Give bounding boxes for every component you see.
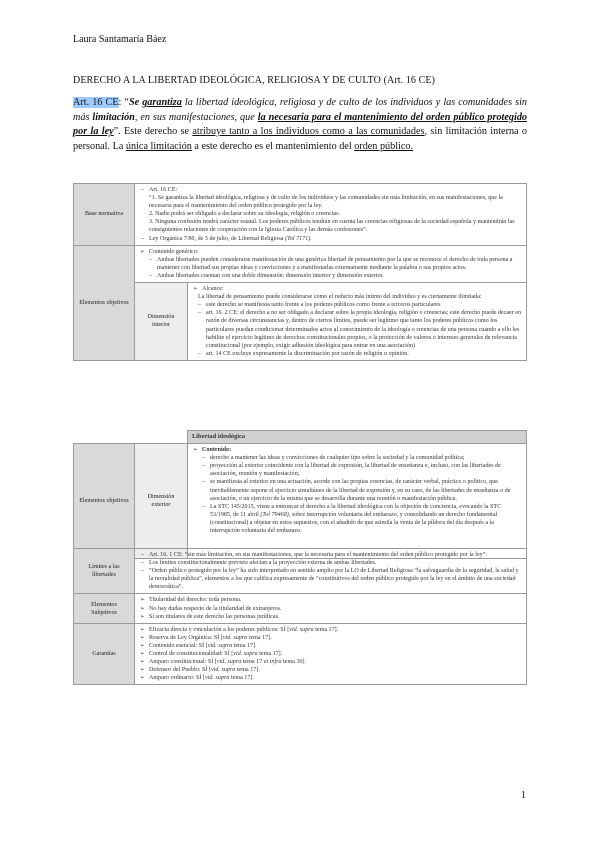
label-garantias: Garantías [74,623,135,685]
cell-contenido-generico: ➢ Contenido genérico: – Ambas libertades pueden considerarse manifestación de una genérica libertad de pensamiento por la que se reconoce el derecho de toda persona a mantener con libertad sus propias ideas y convicciones y a manifestarlas externamente mediante la palabra o sus propios actos. – Ambas libertades cuentan con una doble dimensión: dimensión interior y dimensión exterior. [135,245,527,282]
schema-table-1 [73,183,527,361]
label-elementos-objetivos-2: Elementos objetivos [74,444,135,559]
cell-base-normativa: – Art. 16 CE: “1. Se garantiza la libertad ideológica, religiosa y de culto de los individuos y las comunidades sin más limitación, en sus manifestaciones, que la necesaria para el mantenimiento del orden público protegido por la ley. 2. Nadie podrá ser obligado a declarar sobre su ideología, religión o creencias. 3. Ninguna confesión tendrá carácter estatal. Los poderes públicos tendrán en cuenta las creencias religiosas de la sociedad española y mantendrán las consiguientes relaciones de cooperación con la Iglesia Católica y las demás confesiones”. – Ley Orgánica 7/80, de 5 de julio, de Libertad Religiosa (Tol 7171). [135,184,527,246]
schema-table-3 [73,548,527,685]
label-base-normativa: Base normativa [74,184,135,246]
label-dimension-interior: Dimensión interior [135,283,188,361]
cell-limites: – Art. 16. 1 CE: “sin más limitación, en sus manifestaciones, que la necesaria para el mantenimiento del orden público protegido por la ley”: – Los límites constitucionalmente previsto afectan a la proyección externa de ambas libertades. – “Orden público protegido por la ley” ha sido interpretado en sentido amplio por la LO de Libertad Religiosa “la salvaguardia de la seguridad, la salud y la moralidad pública”, elementos a los que califica expresamente de “constitutivos del orden público protegido por la ley en el ámbito de una sociedad democrática”. [135,549,527,594]
cell-dimension-interior: ➢ Alcance: La libertad de pensamiento puede considerarse como el reducto más íntimo del individuo y es ciertamente ilimitada: – este derecho se manifiesta tanto frente a los poderes públicos como frente a terceros particulares – art. 16. 2 CE: el derecho a no ser obligado a declarar sobre la propia ideología, religión o creencias; este derecho puede decaer en razón de diversas circunstancias y, dentro de ciertos límites, puede ser legítimo que tanto los poderes públicos como los particulares puedan condicionar determinados actos al conocimiento de la ideología o creencias de una persona cuando a ello les habilite el ejercicio legítimo de derechos constitucionales propios, o la protección de valores o intereses generales de relevancia constitucional (por ejemplo, exigir adhesión ideológica para entrar en una asociación) – art. 14 CE excluye expresamente la discriminación por razón de religión u opinión. [188,283,527,361]
intro-paragraph: Art. 16 CE: “Se garantiza la libertad ideológica, religiosa y de culto de los individuos y las comunidades sin más limitación, en sus manifestaciones, que la necesaria para el mantenimiento del orden público protegido por la ley”. Este derecho se atribuye tanto a los individuos como a las comunidades, sin limitación interna o personal. La única limitación a este derecho es el mantenimiento del orden público. [73,97,528,152]
author-header: Laura Santamaría Báez [73,34,167,45]
label-elementos-subjetivos: Elementos Subjetivos [74,594,135,623]
row-dimension-interior [74,283,527,361]
label-elementos-objetivos: Elementos objetivos [74,245,135,360]
header-libertad-ideologica: Libertad ideológica [188,431,527,444]
page-title: DERECHO A LA LIBERTAD IDEOLÓGICA, RELIGIOSA Y DE CULTO (Art. 16 CE) [73,75,436,86]
schema-table-2 [73,430,527,559]
label-dimension-exterior: Dimensión exterior [135,444,188,559]
cell-elementos-subjetivos: ➢ Titularidad del derecho: toda persona. ➢ No hay dudas respecto de la titularidad de extranjeros. ➢ Sí son titulares de este derecho las personas jurídicas. [135,594,527,623]
label-limites: Límites a las libertades [74,549,135,594]
row-base-normativa [74,184,527,246]
page-number: 1 [521,790,526,801]
cell-garantias: ➢ Eficacia directa y vinculación a los poderes públicos: SÍ [vid. supra tema 17]. ➢ Reserva de Ley Orgánica: SÍ [vid. supra tema 17]. ➢ Contenido esencial: SÍ [vid. supra tema 17]. ➢ Control de constitucionalidad: SÍ [vid. supra tema 17]. ➢ Amparo constitucional: SÍ [vid. supra tema 17 et infra tema 30]. ➢ Defensor del Pueblo: SÍ [vid. supra tema 17]. ➢ Amparo ordinario: SÍ [vid. supra tema 17]. [135,623,527,685]
row-contenido-generico [74,245,527,282]
article-reference: Art. 16 CE [73,97,119,108]
cell-dimension-exterior: ➢ Contenido: – derecho a mantener las ideas y convicciones de cualquier tipo sobre la sociedad y la comunidad política; – proyección al exterior coincidente con la libertad de expresión, la libertad de enseñanza e, incluso, con las libertades de asociación, reunión y manifestación; – se manifiesta al exterior en una actuación, acorde con las propias creencias, de carácter verbal, práctico o político, que inevitablemente supone el ejercicio simultáneo de la libertad de expresión y, en su caso, de las libertades de enseñanza o de asociación, o un ejercicio de la misma que se desarrolla durante una reunión o manifestación pública. – La STC 145/2015, viene a entroncar el derecho a la libertad ideológica con la objeción de conciencia, evocando la STC 53/1985, de 11 abril (Tol 79468), sobre interrupción voluntaria del embarazo, y consolidando un derecho fundamental (constitucional) a objetar en estos supuestos, con el añadido de que asimila la venta de la píldora del día después a la interrupción voluntaria del embarazo. [188,444,527,559]
row-libertad-ideologica-header [74,431,527,444]
row-dimension-exterior [74,444,527,559]
row-limites [74,549,527,594]
row-elementos-subjetivos [74,594,527,623]
row-garantias [74,623,527,685]
